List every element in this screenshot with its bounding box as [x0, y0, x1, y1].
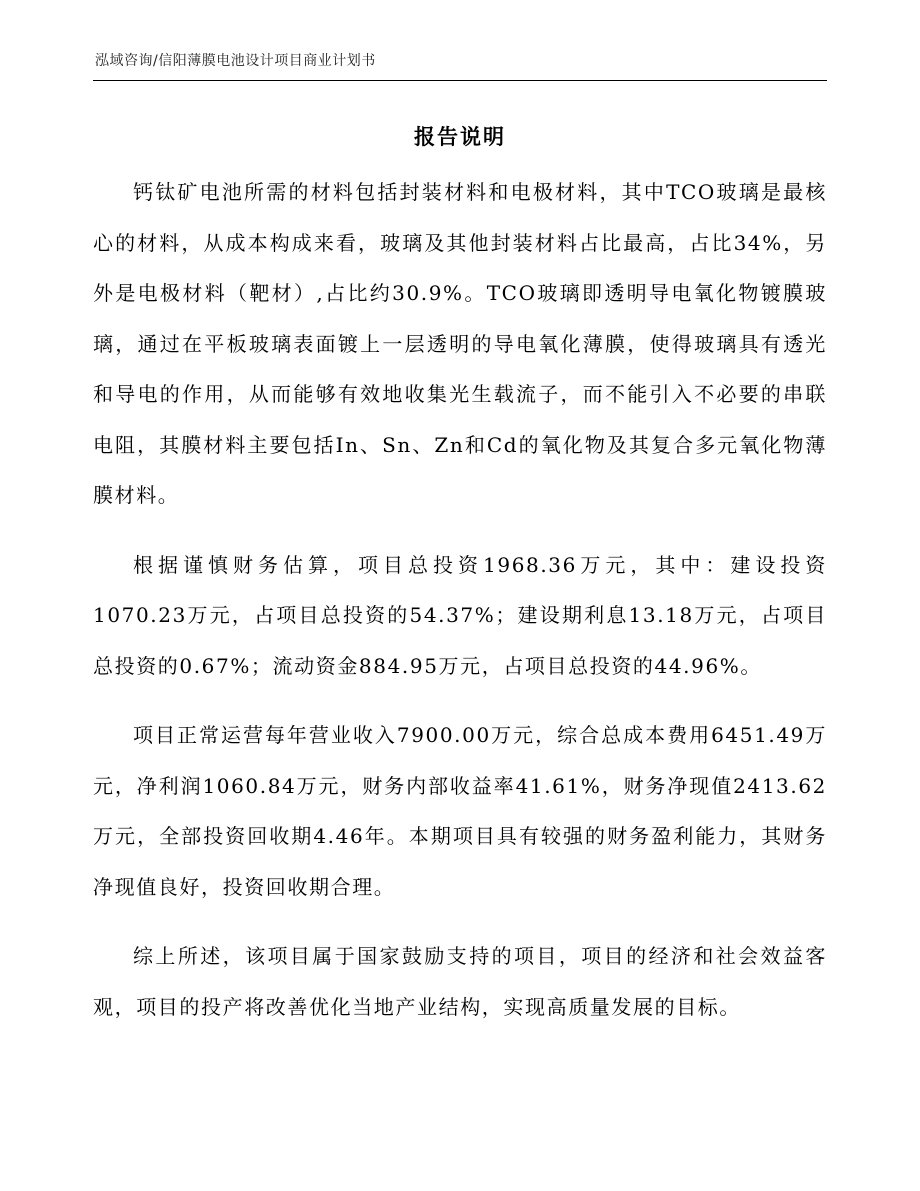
paragraph-conclusion: 综上所述，该项目属于国家鼓励支持的项目，项目的经济和社会效益客观，项目的投产将改善优化当地产业结构，实现高质量发展的目标。 [93, 944, 827, 1019]
report-body [93, 167, 827, 1051]
header-divider [93, 80, 827, 81]
paragraph-revenue: 项目正常运营每年营业收入7900.00万元，综合总成本费用6451.49万元，净利润1060.84万元，财务内部收益率41.61%，财务净现值2413.62万元，全部投资回收期4.46年。本期项目具有较强的财务盈利能力，其财务净现值良好，投资回收期合理。 [93, 723, 827, 899]
running-header: 泓域咨询/信阳薄膜电池设计项目商业计划书 [95, 53, 376, 69]
paragraph-investment: 根据谨慎财务估算，项目总投资1968.36万元，其中：建设投资1070.23万元，占项目总投资的54.37%；建设期利息13.18万元，占项目总投资的0.67%；流动资金884.95万元，占项目总投资的44.96%。 [93, 552, 827, 678]
paragraph-materials: 钙钛矿电池所需的材料包括封装材料和电极材料，其中TCO玻璃是最核心的材料，从成本构成来看，玻璃及其他封装材料占比最高，占比34%，另外是电极材料（靶材）,占比约30.9%。TCO玻璃即透明导电氧化物镀膜玻璃，通过在平板玻璃表面镀上一层透明的导电氧化薄膜，使得玻璃具有透光和导电的作用，从而能够有效地收集光生载流子，而不能引入不必要的串联电阻，其膜材料主要包括In、Sn、Zn和Cd的氧化物及其复合多元氧化物薄膜材料。 [93, 180, 827, 507]
page-title: 报告说明 [414, 125, 506, 149]
